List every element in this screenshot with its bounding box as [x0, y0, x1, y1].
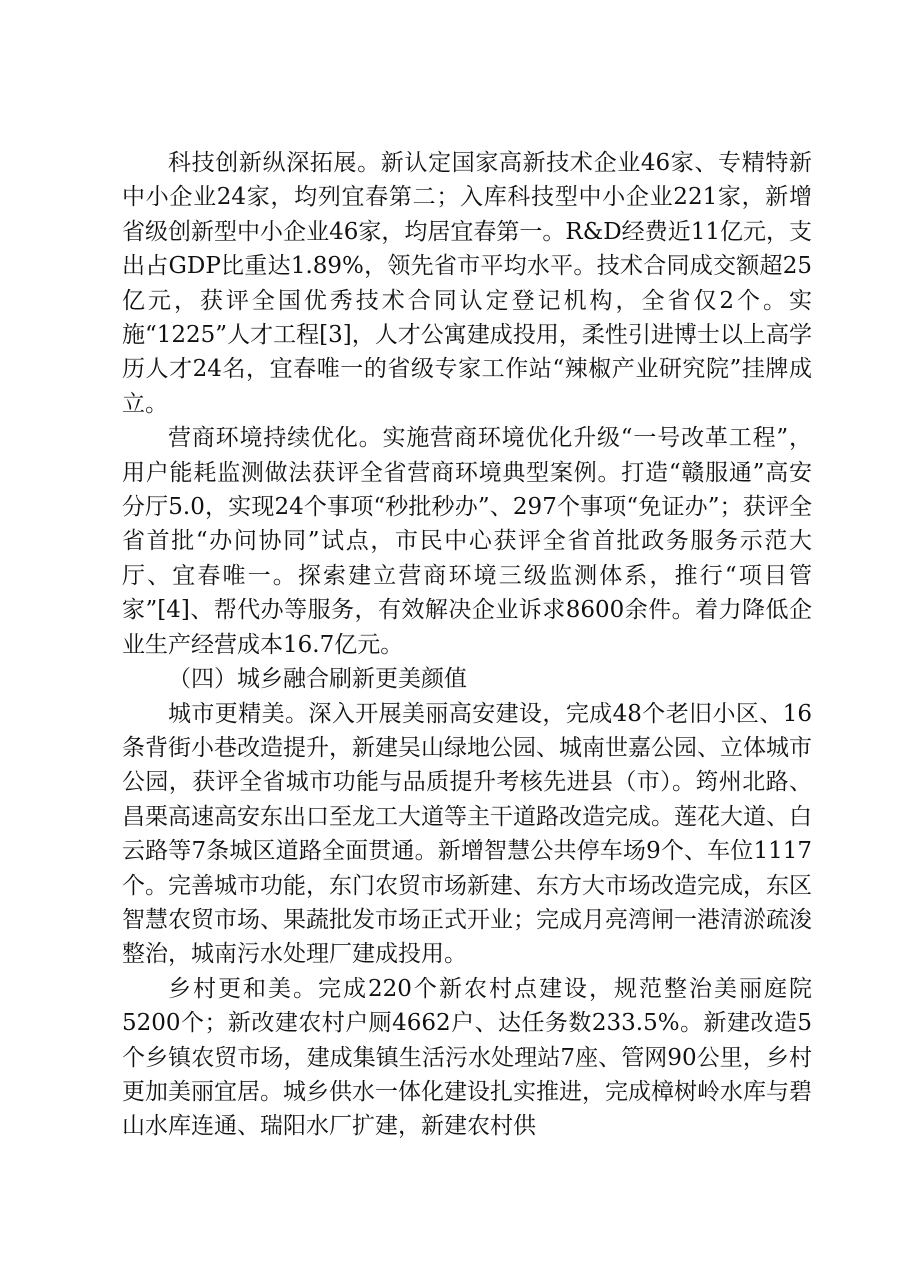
- paragraph-village: 乡村更和美。完成220个新农村点建设，规范整治美丽庭院5200个；新改建农村户厕4662户、达任务数233.5%。新建改造5个乡镇农贸市场，建成集镇生活污水处理站7座、管网90公里，乡村更加美丽宜居。城乡供水一体化建设扎实推进，完成樟树岭水库与碧山水库连通、瑞阳水厂扩建，新建农村供: [122, 975, 812, 1140]
- paragraph-business-environment: 营商环境持续优化。实施营商环境优化升级“一号改革工程”，用户能耗监测做法获评全省营商环境典型案例。打造“赣服通”高安分厅5.0，实现24个事项“秒批秒办”、297个事项“免证办”；获评全省首批“办问协同”试点，市民中心获评全省首批政务服务示范大厅、宜春唯一。探索建立营商环境三级监测体系，推行“项目管家”[4]、帮代办等服务，有效解决企业诉求8600余件。着力降低企业生产经营成本16.7亿元。: [122, 425, 812, 658]
- document-body: [122, 146, 812, 1144]
- paragraph-city: 城市更精美。深入开展美丽高安建设，完成48个老旧小区、16条背街小巷改造提升，新建吴山绿地公园、城南世嘉公园、立体城市公园，获评全省城市功能与品质提升考核先进县（市）。筠州北路、昌栗高速高安东出口至龙工大道等主干道路改造完成。莲花大道、白云路等7条城区道路全面贯通。新增智慧公共停车场9个、车位1117个。完善城市功能，东门农贸市场新建、东方大市场改造完成，东区智慧农贸市场、果蔬批发市场正式开业；完成月亮湾闸一港清淤疏浚整治，城南污水处理厂建成投用。: [122, 700, 812, 968]
- section-heading: （四）城乡融合刷新更美颜值: [168, 666, 467, 693]
- paragraph-tech-innovation: 科技创新纵深拓展。新认定国家高新技术企业46家、专精特新中小企业24家，均列宜春第二；入库科技型中小企业221家，新增省级创新型中小企业46家，均居宜春第一。R&D经费近11亿元，支出占GDP比重达1.89%，领先省市平均水平。技术合同成交额超25亿元，获评全国优秀技术合同认定登记机构，全省仅2个。实施“1225”人才工程[3]，人才公寓建成投用，柔性引进博士以上高学历人才24名，宜春唯一的省级专家工作站“辣椒产业研究院”挂牌成立。: [122, 150, 812, 417]
